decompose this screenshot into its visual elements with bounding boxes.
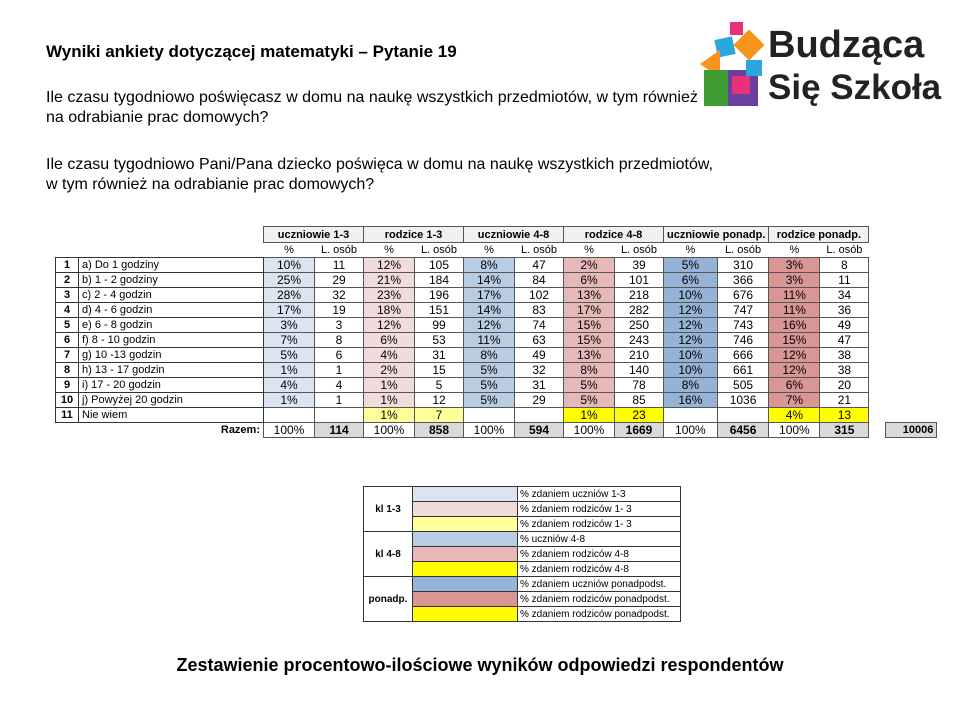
cell-count: 366 bbox=[717, 273, 769, 288]
cell-percent bbox=[664, 408, 718, 423]
legend-swatch bbox=[413, 562, 518, 577]
row-label: Nie wiem bbox=[79, 408, 264, 423]
cell-count: 15 bbox=[415, 363, 464, 378]
cell-count: 8 bbox=[820, 258, 869, 273]
cell-count: 38 bbox=[820, 348, 869, 363]
cell-count: 7 bbox=[415, 408, 464, 423]
cell-percent: 17% bbox=[464, 288, 515, 303]
cell-count: 505 bbox=[717, 378, 769, 393]
cell-count: 1 bbox=[315, 363, 364, 378]
row-label: b) 1 - 2 godziny bbox=[79, 273, 264, 288]
cell-count: 19 bbox=[315, 303, 364, 318]
table-row bbox=[56, 333, 937, 348]
subheader-percent: % bbox=[685, 244, 696, 256]
cell-count: 23 bbox=[615, 408, 664, 423]
cell-count: 310 bbox=[717, 258, 769, 273]
table-row bbox=[56, 348, 937, 363]
cell-percent: 5% bbox=[464, 378, 515, 393]
cell-percent: 1% bbox=[264, 363, 315, 378]
cell-count: 53 bbox=[415, 333, 464, 348]
cell-percent: 5% bbox=[464, 363, 515, 378]
table-row bbox=[56, 378, 937, 393]
cell-percent: 14% bbox=[464, 303, 515, 318]
cell-count: 250 bbox=[615, 318, 664, 333]
table-row bbox=[56, 408, 937, 423]
cell-count: 3 bbox=[315, 318, 364, 333]
total-percent: 100% bbox=[264, 423, 315, 438]
cell-percent: 4% bbox=[769, 408, 820, 423]
cell-count: 31 bbox=[515, 378, 564, 393]
cell-percent: 16% bbox=[769, 318, 820, 333]
cell-percent: 12% bbox=[769, 348, 820, 363]
table-row bbox=[56, 393, 937, 408]
cell-count: 39 bbox=[615, 258, 664, 273]
cell-percent: 5% bbox=[564, 378, 615, 393]
legend-swatch bbox=[413, 547, 518, 562]
cell-count: 29 bbox=[515, 393, 564, 408]
cell-count: 11 bbox=[315, 258, 364, 273]
cell-count: 63 bbox=[515, 333, 564, 348]
table-row bbox=[56, 273, 937, 288]
totals-row bbox=[56, 423, 937, 438]
cell-count: 99 bbox=[415, 318, 464, 333]
legend-swatch bbox=[413, 592, 518, 607]
grand-total: 10006 bbox=[886, 423, 937, 438]
total-count: 114 bbox=[315, 423, 364, 438]
subheader-percent: % bbox=[284, 244, 294, 256]
legend-item-label: % zdaniem rodziców 1- 3 bbox=[518, 502, 681, 517]
group-header: uczniowie 1-3 bbox=[264, 227, 364, 243]
row-number: 9 bbox=[56, 378, 79, 393]
row-label: f) 8 - 10 godzin bbox=[79, 333, 264, 348]
row-label: i) 17 - 20 godzin bbox=[79, 378, 264, 393]
cell-percent: 1% bbox=[364, 408, 415, 423]
cell-count bbox=[717, 408, 769, 423]
row-number: 1 bbox=[56, 258, 79, 273]
cell-count: 1036 bbox=[717, 393, 769, 408]
cell-count: 8 bbox=[315, 333, 364, 348]
cell-count bbox=[515, 408, 564, 423]
subheader-percent: % bbox=[484, 244, 494, 256]
cell-count: 49 bbox=[820, 318, 869, 333]
cell-percent: 8% bbox=[464, 348, 515, 363]
cell-percent: 12% bbox=[664, 303, 718, 318]
cell-percent: 3% bbox=[264, 318, 315, 333]
legend-swatch bbox=[413, 502, 518, 517]
legend-item-label: % zdaniem rodziców 1- 3 bbox=[518, 517, 681, 532]
cell-count: 218 bbox=[615, 288, 664, 303]
subheader-percent: % bbox=[584, 244, 594, 256]
question-students: Ile czasu tygodniowo poświęcasz w domu na naukę wszystkich przedmiotów, w tym również na odrabianie prac domowych? bbox=[46, 89, 698, 126]
cell-percent: 12% bbox=[664, 333, 718, 348]
total-percent: 100% bbox=[364, 423, 415, 438]
cell-percent: 8% bbox=[664, 378, 718, 393]
total-count: 315 bbox=[820, 423, 869, 438]
total-percent: 100% bbox=[664, 423, 718, 438]
legend-group-label: kl 4-8 bbox=[364, 532, 413, 577]
cell-percent: 4% bbox=[264, 378, 315, 393]
cell-count: 676 bbox=[717, 288, 769, 303]
cell-count bbox=[315, 408, 364, 423]
legend-swatch bbox=[413, 532, 518, 547]
cell-percent: 17% bbox=[264, 303, 315, 318]
cell-percent: 15% bbox=[769, 333, 820, 348]
total-percent: 100% bbox=[464, 423, 515, 438]
row-number: 10 bbox=[56, 393, 79, 408]
cell-percent: 11% bbox=[769, 303, 820, 318]
cell-percent: 11% bbox=[464, 333, 515, 348]
cell-percent: 21% bbox=[364, 273, 415, 288]
page-title: Wyniki ankiety dotyczącej matematyki – Pytanie 19 bbox=[46, 42, 457, 61]
cell-percent: 15% bbox=[564, 333, 615, 348]
row-number: 3 bbox=[56, 288, 79, 303]
cell-count: 47 bbox=[515, 258, 564, 273]
cell-count: 102 bbox=[515, 288, 564, 303]
cell-percent: 8% bbox=[564, 363, 615, 378]
legend-item-label: % uczniów 4-8 bbox=[518, 532, 681, 547]
cell-percent: 5% bbox=[664, 258, 718, 273]
cell-count: 32 bbox=[515, 363, 564, 378]
cell-percent: 15% bbox=[564, 318, 615, 333]
cell-percent: 18% bbox=[364, 303, 415, 318]
cell-percent: 11% bbox=[769, 288, 820, 303]
cell-percent: 13% bbox=[564, 288, 615, 303]
legend-row bbox=[364, 532, 681, 547]
table-row bbox=[56, 288, 937, 303]
subheader-row bbox=[56, 243, 937, 258]
total-count: 858 bbox=[415, 423, 464, 438]
cell-percent: 23% bbox=[364, 288, 415, 303]
cell-count: 661 bbox=[717, 363, 769, 378]
logo-mark-icon bbox=[698, 20, 768, 112]
cell-percent: 5% bbox=[264, 348, 315, 363]
cell-percent: 3% bbox=[769, 273, 820, 288]
cell-percent: 5% bbox=[464, 393, 515, 408]
subheader-count: L. osób bbox=[725, 244, 762, 256]
cell-percent: 10% bbox=[664, 288, 718, 303]
row-label: c) 2 - 4 godzin bbox=[79, 288, 264, 303]
cell-count: 21 bbox=[820, 393, 869, 408]
cell-percent: 28% bbox=[264, 288, 315, 303]
total-count: 594 bbox=[515, 423, 564, 438]
cell-percent: 2% bbox=[364, 363, 415, 378]
cell-percent: 12% bbox=[769, 363, 820, 378]
cell-count: 11 bbox=[820, 273, 869, 288]
legend-row bbox=[364, 487, 681, 502]
results-table bbox=[55, 226, 937, 438]
cell-count: 6 bbox=[315, 348, 364, 363]
group-header: rodzice ponadp. bbox=[769, 227, 869, 243]
cell-percent: 25% bbox=[264, 273, 315, 288]
cell-count: 32 bbox=[315, 288, 364, 303]
legend-item-label: % zdaniem uczniów ponadpodst. bbox=[518, 577, 681, 592]
cell-percent bbox=[464, 408, 515, 423]
legend-swatch bbox=[413, 607, 518, 622]
cell-percent: 12% bbox=[364, 318, 415, 333]
subheader-count: L. osób bbox=[520, 244, 558, 256]
cell-percent: 8% bbox=[464, 258, 515, 273]
cell-percent: 7% bbox=[769, 393, 820, 408]
cell-percent: 1% bbox=[564, 408, 615, 423]
cell-percent: 1% bbox=[364, 393, 415, 408]
cell-percent: 5% bbox=[564, 393, 615, 408]
legend-table bbox=[363, 486, 681, 622]
cell-percent: 6% bbox=[769, 378, 820, 393]
total-percent: 100% bbox=[769, 423, 820, 438]
summary-caption: Zestawienie procentowo-ilościowe wyników odpowiedzi respondentów bbox=[176, 655, 784, 675]
subheader-count: L. osób bbox=[620, 244, 658, 256]
row-label: j) Powyżej 20 godzin bbox=[79, 393, 264, 408]
legend-item-label: % zdaniem rodziców ponadpodst. bbox=[518, 607, 681, 622]
cell-count: 36 bbox=[820, 303, 869, 318]
cell-count: 1 bbox=[315, 393, 364, 408]
subheader-count: L. osób bbox=[826, 244, 863, 256]
cell-count: 747 bbox=[717, 303, 769, 318]
row-number: 6 bbox=[56, 333, 79, 348]
cell-percent: 12% bbox=[364, 258, 415, 273]
cell-count: 12 bbox=[415, 393, 464, 408]
group-header-row bbox=[56, 227, 937, 243]
cell-percent: 10% bbox=[664, 348, 718, 363]
row-number: 8 bbox=[56, 363, 79, 378]
cell-count: 184 bbox=[415, 273, 464, 288]
legend-swatch bbox=[413, 487, 518, 502]
cell-count: 746 bbox=[717, 333, 769, 348]
row-number: 2 bbox=[56, 273, 79, 288]
cell-count: 5 bbox=[415, 378, 464, 393]
legend-group-label: kl 1-3 bbox=[364, 487, 413, 532]
legend-item-label: % zdaniem rodziców 4-8 bbox=[518, 547, 681, 562]
cell-percent: 10% bbox=[664, 363, 718, 378]
legend-swatch bbox=[413, 517, 518, 532]
row-number: 11 bbox=[56, 408, 79, 423]
cell-percent: 12% bbox=[464, 318, 515, 333]
group-header: uczniowie 4-8 bbox=[464, 227, 564, 243]
cell-count: 4 bbox=[315, 378, 364, 393]
question-parents: Ile czasu tygodniowo Pani/Pana dziecko poświęca w domu na naukę wszystkich przedmiotów, w tym również na odrabianie prac domowych? bbox=[46, 156, 714, 193]
total-percent: 100% bbox=[564, 423, 615, 438]
subheader-count: L. osób bbox=[320, 244, 358, 256]
cell-percent: 14% bbox=[464, 273, 515, 288]
cell-percent: 1% bbox=[364, 378, 415, 393]
cell-percent: 6% bbox=[664, 273, 718, 288]
row-label: h) 13 - 17 godzin bbox=[79, 363, 264, 378]
cell-percent: 1% bbox=[264, 393, 315, 408]
cell-count: 743 bbox=[717, 318, 769, 333]
subheader-percent: % bbox=[789, 244, 800, 256]
cell-count: 105 bbox=[415, 258, 464, 273]
cell-count: 85 bbox=[615, 393, 664, 408]
group-header: rodzice 1-3 bbox=[364, 227, 464, 243]
cell-percent: 6% bbox=[564, 273, 615, 288]
total-count: 1669 bbox=[615, 423, 664, 438]
total-count: 6456 bbox=[717, 423, 769, 438]
cell-count: 74 bbox=[515, 318, 564, 333]
cell-count: 78 bbox=[615, 378, 664, 393]
cell-percent bbox=[264, 408, 315, 423]
cell-count: 282 bbox=[615, 303, 664, 318]
cell-percent: 12% bbox=[664, 318, 718, 333]
cell-count: 47 bbox=[820, 333, 869, 348]
cell-count: 666 bbox=[717, 348, 769, 363]
row-label: g) 10 -13 godzin bbox=[79, 348, 264, 363]
row-number: 7 bbox=[56, 348, 79, 363]
cell-count: 13 bbox=[820, 408, 869, 423]
cell-count: 196 bbox=[415, 288, 464, 303]
cell-count: 29 bbox=[315, 273, 364, 288]
row-number: 5 bbox=[56, 318, 79, 333]
cell-count: 210 bbox=[615, 348, 664, 363]
cell-count: 101 bbox=[615, 273, 664, 288]
cell-count: 38 bbox=[820, 363, 869, 378]
group-header: rodzice 4-8 bbox=[564, 227, 664, 243]
legend-item-label: % zdaniem uczniów 1-3 bbox=[518, 487, 681, 502]
legend-item-label: % zdaniem rodziców 4-8 bbox=[518, 562, 681, 577]
budzaca-szkola-logo bbox=[698, 20, 942, 112]
subheader-count: L. osób bbox=[420, 244, 458, 256]
cell-percent: 13% bbox=[564, 348, 615, 363]
cell-count: 140 bbox=[615, 363, 664, 378]
logo-text-line1: Budząca bbox=[768, 24, 925, 66]
cell-count: 20 bbox=[820, 378, 869, 393]
legend-row bbox=[364, 577, 681, 592]
cell-percent: 4% bbox=[364, 348, 415, 363]
cell-count: 31 bbox=[415, 348, 464, 363]
cell-percent: 16% bbox=[664, 393, 718, 408]
cell-percent: 7% bbox=[264, 333, 315, 348]
cell-percent: 17% bbox=[564, 303, 615, 318]
cell-percent: 3% bbox=[769, 258, 820, 273]
legend-group-label: ponadp. bbox=[364, 577, 413, 622]
cell-count: 83 bbox=[515, 303, 564, 318]
cell-count: 34 bbox=[820, 288, 869, 303]
row-number: 4 bbox=[56, 303, 79, 318]
legend-swatch bbox=[413, 577, 518, 592]
cell-percent: 2% bbox=[564, 258, 615, 273]
row-label: a) Do 1 godziny bbox=[79, 258, 264, 273]
logo-text-line2: Się Szkoła bbox=[768, 68, 942, 107]
table-row bbox=[56, 258, 937, 273]
group-header: uczniowie ponadp. bbox=[664, 227, 769, 243]
table-row bbox=[56, 318, 937, 333]
cell-percent: 10% bbox=[264, 258, 315, 273]
table-row bbox=[56, 363, 937, 378]
cell-count: 151 bbox=[415, 303, 464, 318]
row-label: e) 6 - 8 godzin bbox=[79, 318, 264, 333]
table-row bbox=[56, 303, 937, 318]
totals-label: Razem: bbox=[220, 424, 260, 437]
cell-percent: 6% bbox=[364, 333, 415, 348]
row-label: d) 4 - 6 godzin bbox=[79, 303, 264, 318]
cell-count: 49 bbox=[515, 348, 564, 363]
cell-count: 243 bbox=[615, 333, 664, 348]
subheader-percent: % bbox=[384, 244, 394, 256]
legend-item-label: % zdaniem rodziców ponadpodst. bbox=[518, 592, 681, 607]
cell-count: 84 bbox=[515, 273, 564, 288]
